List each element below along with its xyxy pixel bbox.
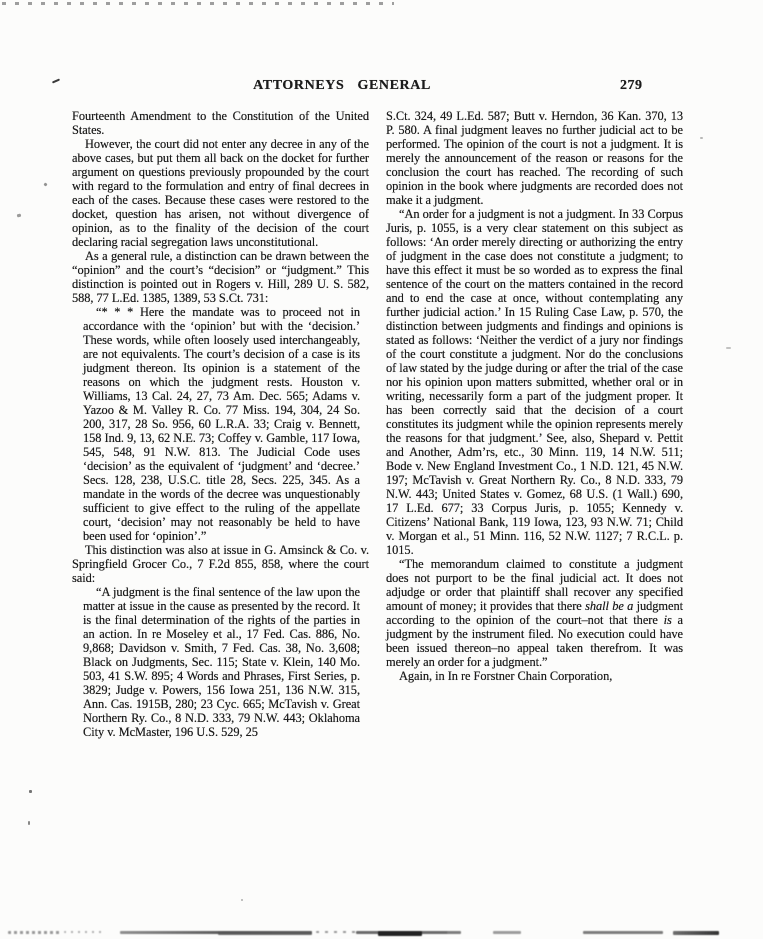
scan-edge-dotted-line [2,2,394,5]
paragraph-continuation: S.Ct. 324, 49 L.Ed. 587; Butt v. Herndon, 36 Kan. 370, 13 P. 580. A final judgment leaves no further judicial act to be performed. The opinion of the court is not a judgment. It is merely the announcement of the reason or reasons for the conclusion the court has reached. The recording of such opinion in the book where judgments are recorded does not make it a judgment. [386,109,683,207]
left-column [72,109,369,739]
ink-speck [17,214,22,218]
paragraph: “An order for a judgment is not a judgment. In 33 Corpus Juris, p. 1055, is a very clear statement on this subject as follows: ‘An order merely directing or authorizing the entry of judgment in the case does not constitute a judgment; to have this effect it must be so worded as to express the final sentence of the court on the matters contained in the record and to end the case at once, without contemplating any further judicial action.’ In 15 Ruling Case Law, p. 570, the distinction between judgments and findings and opinions is stated as follows: ‘Neither the verdict of a jury nor findings of the court constitute a judgment. Nor do the conclusions of law stated by the judge during or after the trial of the case nor his opinion upon matters submitted, whether oral or in writing, necessarily form a part of the judgment proper. It has been correctly said that the decision of a court constitutes its judgment while the opinion represents merely the reasons for that judgment.’ See, also, Shepard v. Pettit and Another, Adm’rs, etc., 30 Minn. 119, 14 N.W. 511; Bode v. New England Investment Co., 1 N.D. 121, 45 N.W. 197; McTavish v. Great Northern Ry. Co., 8 N.D. 333, 79 N.W. 443; United States v. Gomez, 68 U.S. (1 Wall.) 690, 17 L.Ed. 677; 33 Corpus Juris, p. 1055; Kennedy v. Citizens’ National Bank, 119 Iowa, 123, 93 N.W. 71; Child v. Morgan et al., 51 Minn. 116, 52 N.W. 1127; 7 R.C.L. p. 1015. [386,207,683,557]
ink-speck [700,137,703,139]
ink-speck [52,78,60,83]
ink-speck [28,821,30,825]
ink-speck [241,899,243,901]
paragraph: This distinction was also at issue in G. Amsinck & Co. v. Springfield Grocer Co., 7 F.2d 855, 858, where the court said: [72,543,369,585]
block-quote: “* * * Here the mandate was to proceed not in accordance with the ‘opinion’ but with the ‘decision.’ These words, while often loosely used interchangeably, are not equivalents. The court’s decision of a case is its judgment thereon. Its opinion is a statement of the reasons on which the judgment rests. Houston v. Williams, 13 Cal. 24, 27, 73 Am. Dec. 565; Adams v. Yazoo & M. Valley R. Co. 77 Miss. 194, 304, 24 So. 200, 317, 28 So. 956, 60 L.R.A. 33; Craig v. Bennett, 158 Ind. 9, 13, 62 N.E. 73; Coffey v. Gamble, 117 Iowa, 545, 548, 91 N.W. 813. The Judicial Code uses ‘decision’ as the equivalent of ‘judgment’ and ‘decree.’ Secs. 128, 238, U.S.C. title 28, Secs. 225, 345. As a mandate in the words of the decree was unquestionably sufficient to give effect to the ruling of the appellate court, ‘decision’ may not reasonably be held to have been used for ‘opinion’.” [83,305,360,543]
paragraph: As a general rule, a distinction can be drawn between the “opinion” and the court’s “decision” or “judgment.” This distinction is pointed out in Rogers v. Hill, 289 U. S. 582, 588, 77 L.Ed. 1385, 1389, 53 S.Ct. 731: [72,249,369,305]
quote-text: judgment according to the opinion of the court–not that there [386,599,684,627]
ink-speck [29,790,32,793]
ink-speck [43,182,47,186]
paragraph: Again, in In re Forstner Chain Corporation, [399,669,613,683]
right-column [386,109,683,683]
italic-phrase: is [663,613,672,627]
quote-text: “The memorandum claimed to constitute a judgment does not purport to be the final judicial act. It does not adjudge or order that plaintiff shall recover any specified amount of money; it provides that there [386,557,683,613]
quote-text: a judgment by the instrument filed. No execution could have been issued thereon–no appeal taken therefrom. It was merely an order for a judgment.” [386,613,683,669]
paragraph: However, the court did not enter any decree in any of the above cases, but put them all back on the docket for further argument on questions previously propounded by the court with regard to the formulation and entry of final decrees in each of the cases. Because these cases were restored to the docket, question has arisen, not without divergence of opinion, as to the finality of the decision of the court declaring racial segregation laws unconstitutional. [72,137,369,249]
block-quote: “A judgment is the final sentence of the law upon the matter at issue in the cause as presented by the record. It is the final determination of the rights of the parties in an action. In re Moseley et al., 17 Fed. Cas. 886, No. 9,868; Davidson v. Smith, 7 Fed. Cas. 38, No. 3,608; Black on Judgments, Sec. 115; State v. Klein, 140 Mo. 503, 41 S.W. 895; 4 Words and Phrases, First Series, p. 3829; Judge v. Powers, 156 Iowa 251, 136 N.W. 315, Ann. Cas. 1915B, 280; 23 Cyc. 665; McTavish v. Great Northern Ry. Co., 8 N.D. 333, 79 N.W. 443; Oklahoma City v. McMaster, 196 U.S. 529, 25 [83,585,360,739]
italic-phrase: shall be a [585,599,634,613]
scan-smudge-cutoff-text-line [0,930,763,938]
running-header: ATTORNEYS GENERAL [253,78,431,93]
paragraph [386,557,683,669]
ink-speck [726,347,731,349]
paragraph-continuation: Fourteenth Amendment to the Constitution of the United States. [72,109,369,137]
ink-speck [660,562,663,564]
page-number: 279 [620,78,643,93]
